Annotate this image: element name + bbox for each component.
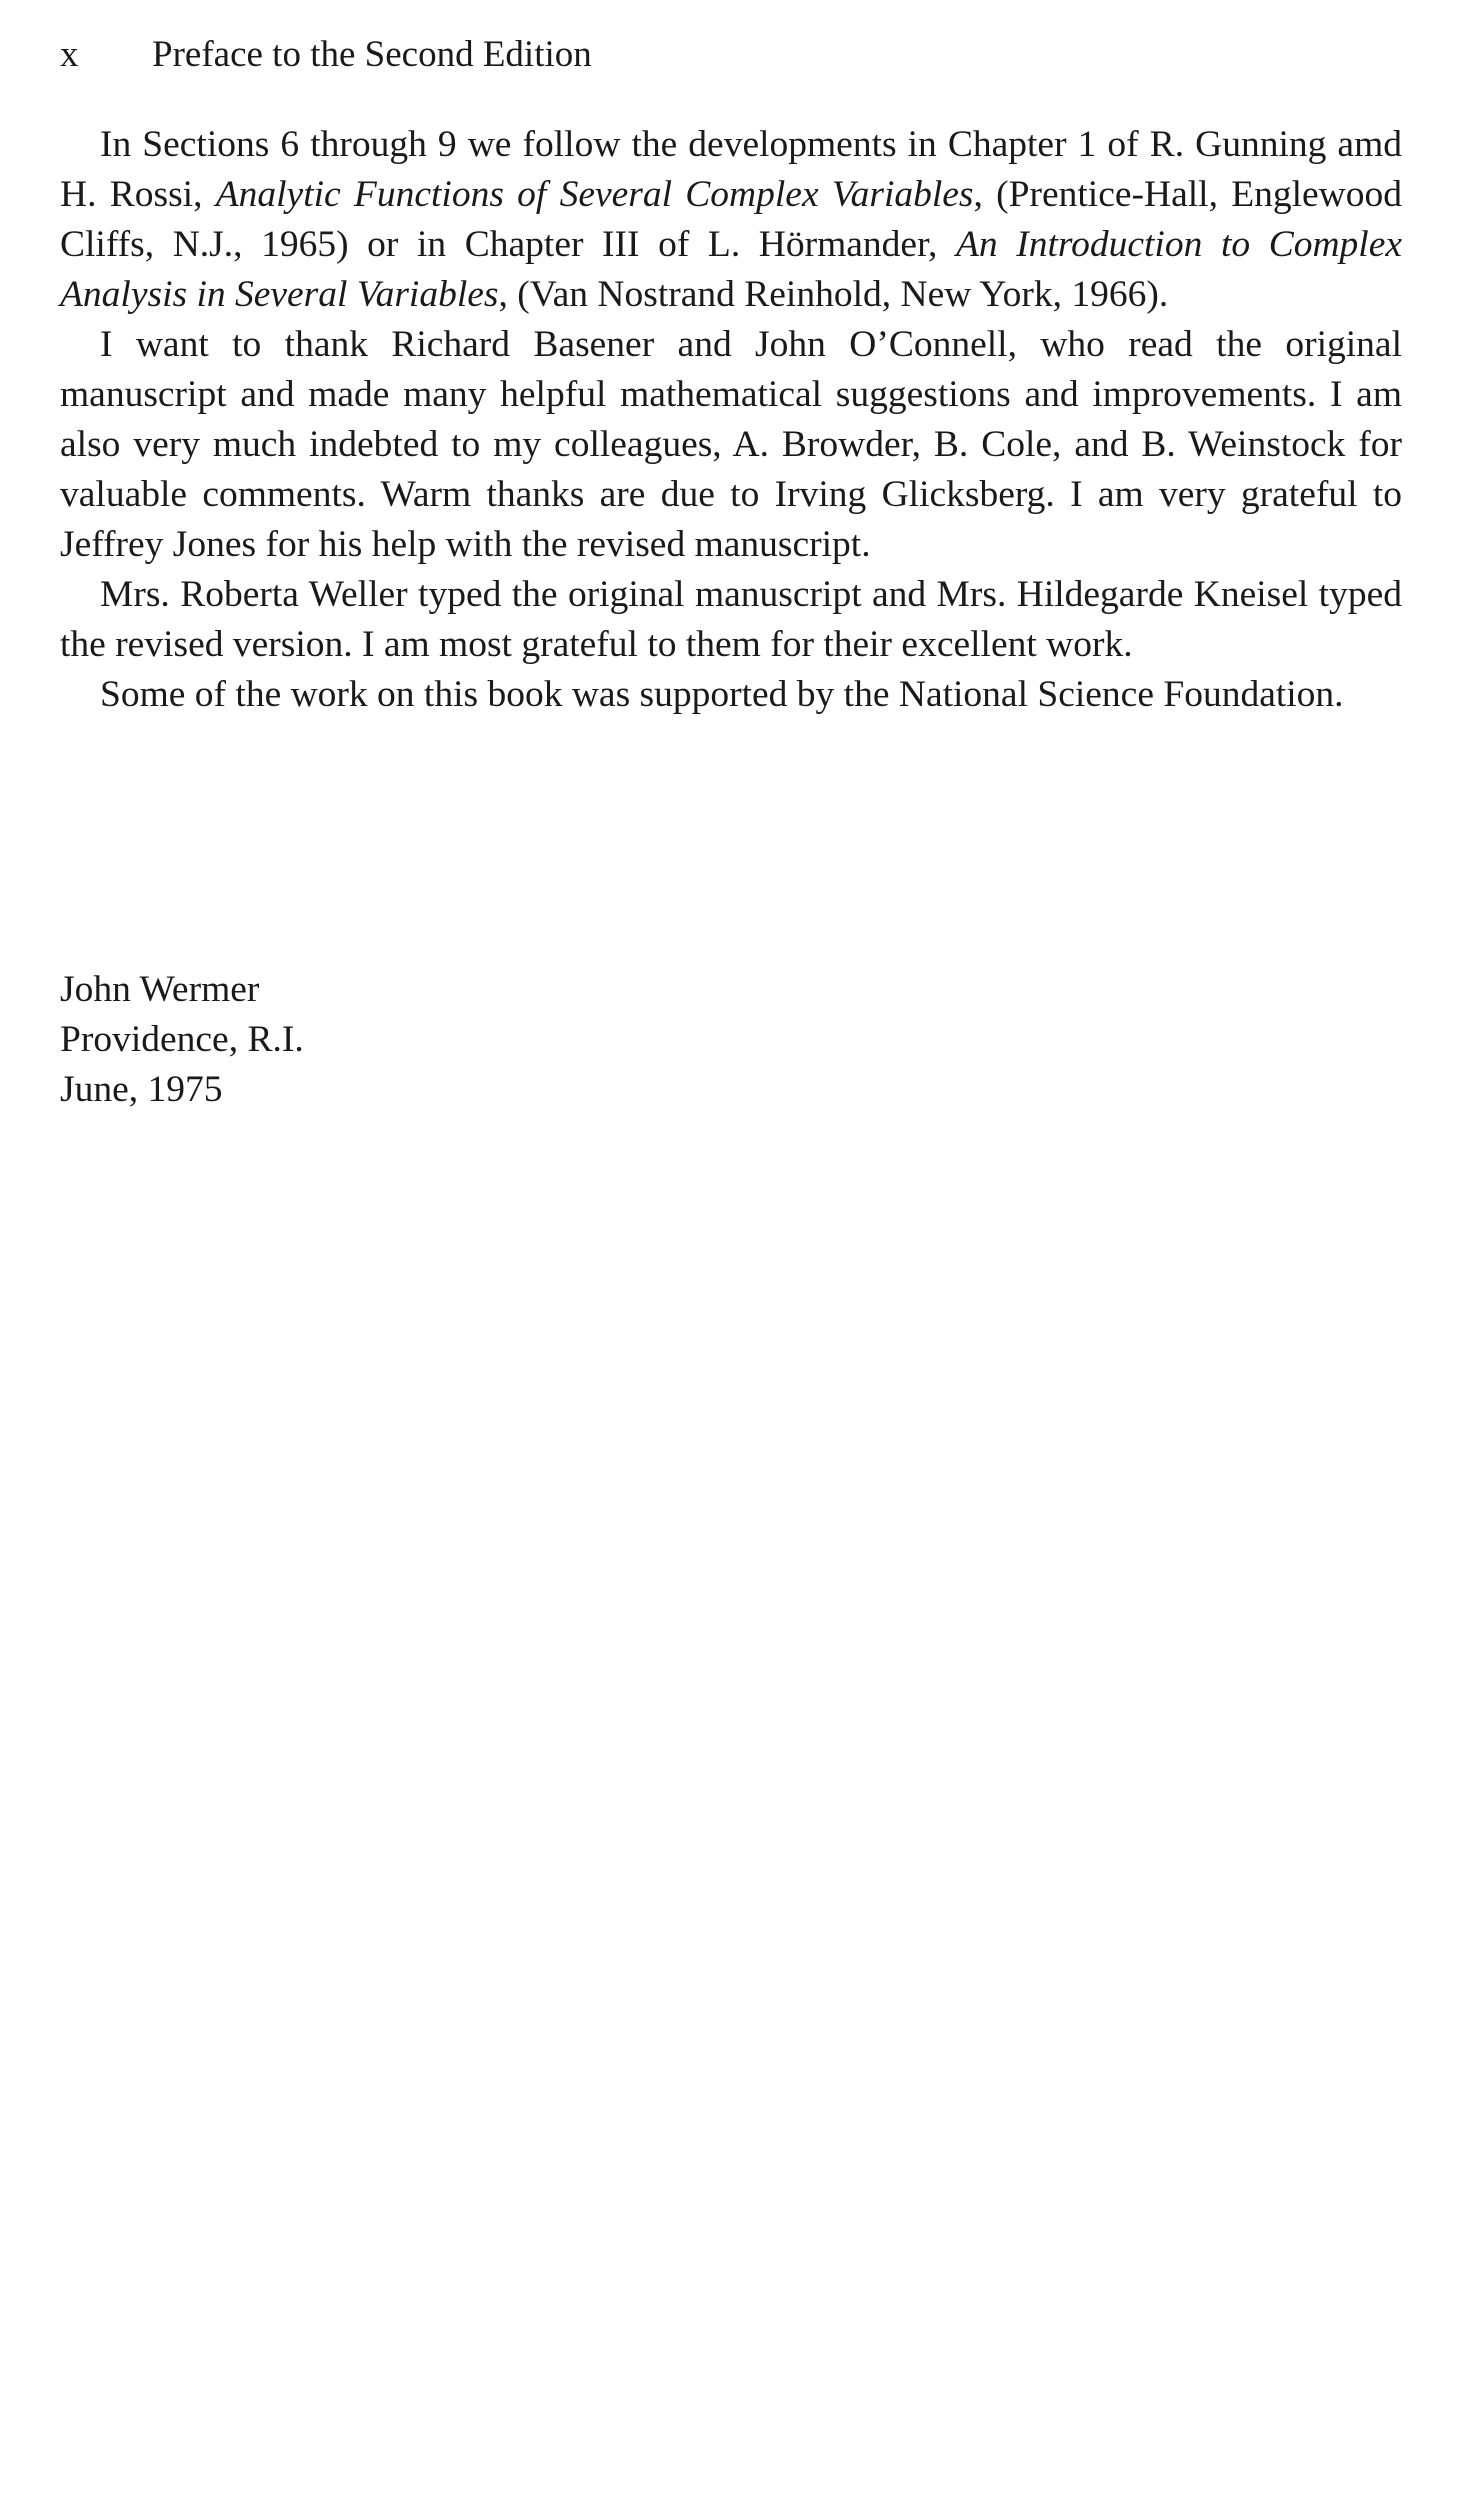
page-number: x	[60, 34, 79, 75]
paragraph-sources	[60, 120, 1402, 320]
paragraph-text: , (Van Nostrand Reinhold, New York, 1966).	[498, 274, 1169, 315]
paragraph-text: , (Prentice-Hall, Englewood Cliffs, N.J., 1965) or in Chapter III of L. Hörmander,	[60, 174, 1402, 265]
book-title-hormander: An Introduction to Complex Analysis in Several Variables	[60, 224, 1402, 315]
paragraph-acknowledgments: I want to thank Richard Basener and John O’Connell, who read the original manuscript and made many helpful mathematical suggestions and improvements. I am also very much indebted to my colleagues, A. Browder, B. Cole, and B. Weinstock for valuable comments. Warm thanks are due to Irving Glicksberg. I am very grateful to Jeffrey Jones for his help with the revised manuscript.	[60, 324, 1402, 565]
author-place: Providence, R.I.	[60, 1019, 304, 1060]
preface-body	[60, 120, 1402, 720]
book-title-gunning-rossi: Analytic Functions of Several Complex Variables	[215, 174, 974, 215]
signature-block	[60, 965, 304, 1115]
author-name: John Wermer	[60, 969, 260, 1010]
paragraph-funding: Some of the work on this book was supported by the National Science Foundation.	[100, 674, 1344, 715]
preface-date: June, 1975	[60, 1069, 223, 1110]
running-head	[60, 30, 592, 80]
running-head-title: Preface to the Second Edition	[152, 34, 592, 75]
paragraph-typists: Mrs. Roberta Weller typed the original manuscript and Mrs. Hildegarde Kneisel typed the revised version. I am most grateful to them for their excellent work.	[60, 574, 1402, 665]
paragraph-text: In Sections 6 through 9 we follow the developments in Chapter 1 of R. Gunning amd H. Rossi,	[60, 124, 1402, 215]
